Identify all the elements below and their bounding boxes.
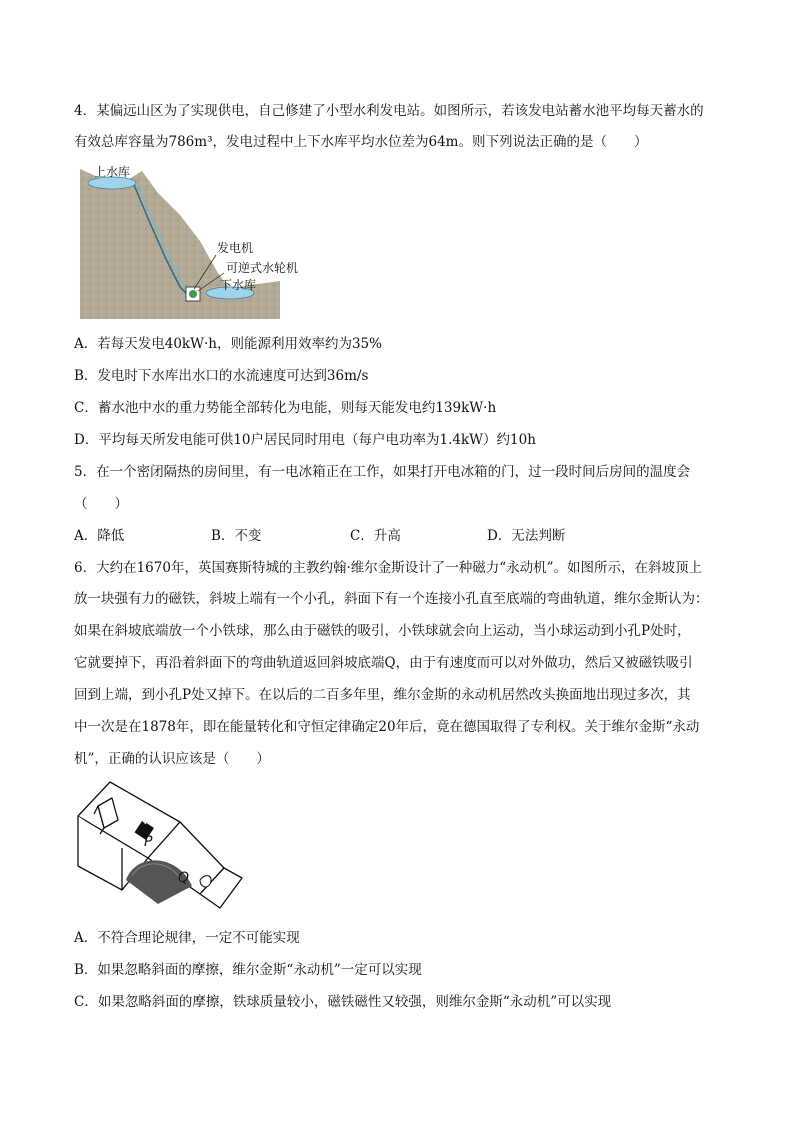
perpetual-motion-figure xyxy=(74,776,246,918)
q6-option-b[interactable]: B．如果忽略斜面的摩擦，维尔金斯“永动机”一定可以实现 xyxy=(74,962,422,978)
q4-stem-line-2: 有效总库容量为786m³，发电过程中上下水库平均水位差为64m。则下列说法正确的是（ ） xyxy=(74,134,648,150)
q6-stem-line-3: 如果在斜坡底端放一个小铁球，那么由于磁铁的吸引，小铁球就会向上运动，当小球运动到小孔P处时， xyxy=(74,623,691,639)
q4-option-d[interactable]: D．平均每天所发电能可供10户居民同时用电（每户电功率为1.4kW）约10h xyxy=(74,432,536,448)
q6-stem-line-6: 中一次是在1878年，即在能量转化和守恒定律确定20年后，竟在德国取得了专利权。关于维尔金斯“永动 xyxy=(74,719,700,735)
q6-option-c[interactable]: C．如果忽略斜面的摩擦，铁球质量较小，磁铁磁性又较强，则维尔金斯“永动机”可以实现 xyxy=(74,994,612,1010)
lower-reservoir-label: 下水库 xyxy=(220,278,257,292)
q5-option-c[interactable]: C．升高 xyxy=(350,528,401,544)
hydropower-station-figure xyxy=(80,163,299,319)
generator-icon xyxy=(189,290,197,298)
q4-option-b[interactable]: B．发电时下水库出水口的水流速度可达到36m/s xyxy=(74,368,369,384)
q6-stem-line-2: 放一块强有力的磁铁，斜坡上端有一个小孔，斜面下有一个连接小孔直至底端的弯曲轨道，维尔金斯认为： xyxy=(74,591,709,607)
generator-label: 发电机 xyxy=(217,241,254,255)
q6-stem-line-1: 6．大约在1670年，英国赛斯特城的主教约翰·维尔金斯设计了一种磁力“永动机”。如图所示，在斜坡顶上 xyxy=(74,560,703,576)
q5-stem-line-2: （ ） xyxy=(74,496,128,512)
q4-stem-line-1: 4．某偏远山区为了实现供电，自己修建了小型水利发电站。如图所示，若该发电站蓄水池平均每天蓄水的 xyxy=(74,103,704,119)
q5-option-d[interactable]: D．无法判断 xyxy=(487,528,566,544)
q4-option-c[interactable]: C．蓄水池中水的重力势能全部转化为电能，则每天能发电约139kW·h xyxy=(74,400,497,416)
q6-stem-line-4: 它就要掉下，再沿着斜面下的弯曲轨道返回斜坡底端Q，由于有速度而可以对外做功，然后又被磁铁吸引 xyxy=(74,655,693,671)
upper-reservoir-label: 上水库 xyxy=(94,165,131,179)
q4-option-a[interactable]: A．若每天发电40kW·h，则能源利用效率约为35% xyxy=(74,336,382,352)
q6-stem-line-5: 回到上端，到小孔P处又掉下。在以后的二百多年里，维尔金斯的永动机居然改头换面地出现过多次，其 xyxy=(74,687,691,703)
label-q: Q xyxy=(178,870,190,886)
turbine-label: 可逆式水轮机 xyxy=(226,261,299,275)
q6-stem-line-7: 机”，正确的认识应该是（ ） xyxy=(74,751,270,767)
q6-option-a[interactable]: A．不符合理论规律，一定不可能实现 xyxy=(74,930,300,946)
q5-option-b[interactable]: B．不变 xyxy=(211,528,262,544)
q5-stem-line-1: 5．在一个密闭隔热的房间里，有一电冰箱正在工作，如果打开电冰箱的门，过一段时间后房间的温度会 xyxy=(74,464,691,480)
label-p: P xyxy=(144,834,153,850)
q5-option-a[interactable]: A．降低 xyxy=(74,528,125,544)
